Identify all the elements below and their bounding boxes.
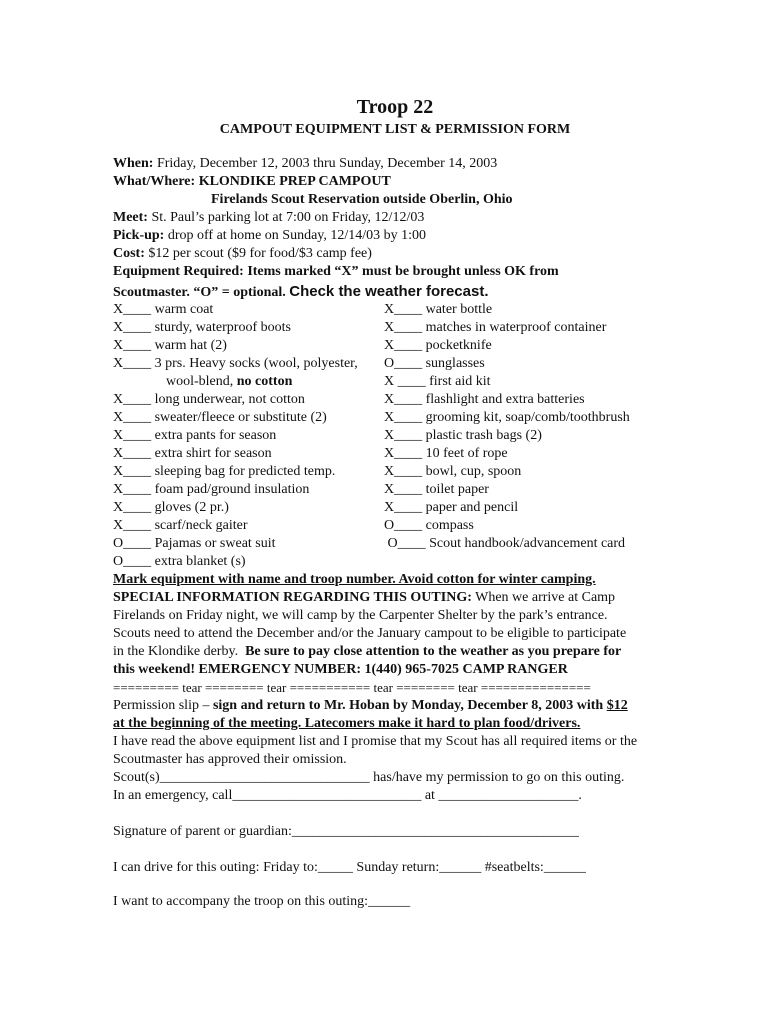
whatwhere-line2 [211,191,513,209]
equipment-row [113,391,693,409]
equipment-item: X____ scarf/neck gaiter [113,518,248,533]
equipment-item: X____ 3 prs. Heavy socks (wool, polyester, [113,356,358,371]
equipment-item: X____ paper and pencil [384,500,519,515]
equipment-row [113,409,693,427]
cost-label: Cost: [113,246,145,261]
equipment-item: X____ toilet paper [384,482,489,497]
signature-field[interactable]: Signature of parent or guardian:_________________________________________ [113,824,579,839]
equipment-item: X____ extra pants for season [113,428,277,443]
weather-note: Check the weather forecast. [289,283,489,300]
equipment-item: X ____ first aid kit [384,374,491,389]
equipment-item: X____ grooming kit, soap/comb/toothbrush [384,410,630,425]
special-info-line1 [113,589,615,607]
when-value: Friday, December 12, 2003 thru Sunday, December 14, 2003 [156,156,498,171]
equipment-required-line2 [113,283,489,302]
mark-equipment-text: Mark equipment with name and troop number. Avoid cotton for winter camping. [113,572,596,587]
permission-slip-label: Permission slip – [113,698,213,713]
accompany-field[interactable]: I want to accompany the troop on this outing:______ [113,894,411,909]
special-info-line3: Scouts need to attend the December and/or the January campout to be eligible to participate [113,626,627,641]
when-label: When: [113,156,154,171]
equipment-required-text: Equipment Required: Items marked “X” must be brought unless OK from [113,264,559,279]
pickup-label: Pick-up: [113,228,165,243]
equipment-item: X____ sturdy, waterproof boots [113,320,291,335]
socks-material: wool-blend, [166,374,237,389]
equipment-row [113,427,693,445]
no-cotton-note: no cotton [236,374,293,389]
whatwhere-line [113,173,391,191]
permission-fee: $12 [606,698,628,713]
equipment-row [113,463,693,481]
equipment-item: X____ foam pad/ground insulation [113,482,310,497]
equipment-item: X____ bowl, cup, spoon [384,464,522,479]
emergency-contact-field[interactable]: In an emergency, call___________________________ at ____________________. [113,788,582,803]
scout-name-field[interactable]: Scout(s)______________________________ has/have my permission to go on this outing. [113,770,625,785]
equipment-row [113,445,693,463]
equipment-item: X____ gloves (2 pr.) [113,500,229,515]
optional-note: Scoutmaster. “O” = optional. [113,285,286,300]
permission-slip-line [113,697,628,715]
whatwhere-label: What/Where: [113,174,196,189]
mark-equipment-line [113,571,596,589]
equipment-row [113,301,693,319]
equipment-item: X____ water bottle [384,302,493,317]
equipment-item: X____ plastic trash bags (2) [384,428,542,443]
equipment-row [113,553,693,571]
equipment-item: X____ matches in waterproof container [384,320,607,335]
whatwhere-location: Firelands Scout Reservation outside Oberlin, Ohio [211,192,513,207]
read-statement-line1: I have read the above equipment list and I promise that my Scout has all required items or the [113,734,638,749]
pickup-value: drop off at home on Sunday, 12/14/03 by 1:00 [167,228,427,243]
equipment-row [113,373,693,391]
permission-slip-instructions: sign and return to Mr. Hoban by Monday, December 8, 2003 with [212,698,607,713]
equipment-item: O____ Pajamas or sweat suit [113,536,276,551]
emergency-line [113,661,568,679]
weather-warning: Be sure to pay close attention to the weather as you prepare for [245,644,622,659]
meet-value: St. Paul’s parking lot at 7:00 on Friday, 12/12/03 [151,210,425,225]
meet-label: Meet: [113,210,148,225]
equipment-row [113,517,693,535]
klondike-text: in the Klondike derby. [113,644,246,659]
equipment-row [113,337,693,355]
equipment-item: O____ sunglasses [384,356,485,371]
equipment-item: X____ long underwear, not cotton [113,392,305,407]
equipment-item: X____ sweater/fleece or substitute (2) [113,410,327,425]
equipment-item-continuation [166,373,292,391]
when-line [113,155,497,173]
equipment-row [113,355,693,373]
equipment-row [113,535,693,553]
cost-value: $12 per scout ($9 for food/$3 camp fee) [148,246,372,261]
emergency-number: this weekend! EMERGENCY NUMBER: 1(440) 965-7025 CAMP RANGER [113,662,568,677]
equipment-row [113,499,693,517]
meet-line [113,209,424,227]
equipment-item: O____ Scout handbook/advancement card [384,536,626,551]
special-info-line2: Firelands on Friday night, we will camp by the Carpenter Shelter by the park’s entrance. [113,608,608,623]
page-title: Troop 22 [356,96,434,118]
equipment-item: X____ pocketknife [384,338,492,353]
equipment-required-line [113,263,559,281]
equipment-item: X____ flashlight and extra batteries [384,392,585,407]
latecomers-note: at the beginning of the meeting. Latecomers make it hard to plan food/drivers. [113,716,581,731]
pickup-line [113,227,426,245]
equipment-row [113,481,693,499]
page-subtitle: CAMPOUT EQUIPMENT LIST & PERMISSION FORM [219,122,571,137]
special-info-line4 [113,643,621,661]
equipment-item: X____ extra shirt for season [113,446,272,461]
special-info-text: When we arrive at Camp [471,590,616,605]
whatwhere-value: KLONDIKE PREP CAMPOUT [198,174,391,189]
equipment-row [113,319,693,337]
cost-line [113,245,372,263]
special-info-label: SPECIAL INFORMATION REGARDING THIS OUTING: [113,590,472,605]
equipment-item: X____ warm coat [113,302,214,317]
equipment-item: X____ sleeping bag for predicted temp. [113,464,336,479]
equipment-item: X____ warm hat (2) [113,338,227,353]
equipment-item: O____ compass [384,518,474,533]
equipment-item: X____ 10 feet of rope [384,446,508,461]
permission-slip-line2 [113,715,580,733]
tear-line: ========= tear ======== tear =========== tear ======== tear =============== [113,680,591,695]
read-statement-line2: Scoutmaster has approved their omission. [113,752,347,767]
equipment-item: O____ extra blanket (s) [113,554,246,569]
driving-field[interactable]: I can drive for this outing: Friday to:_____ Sunday return:______ #seatbelts:______ [113,860,586,875]
